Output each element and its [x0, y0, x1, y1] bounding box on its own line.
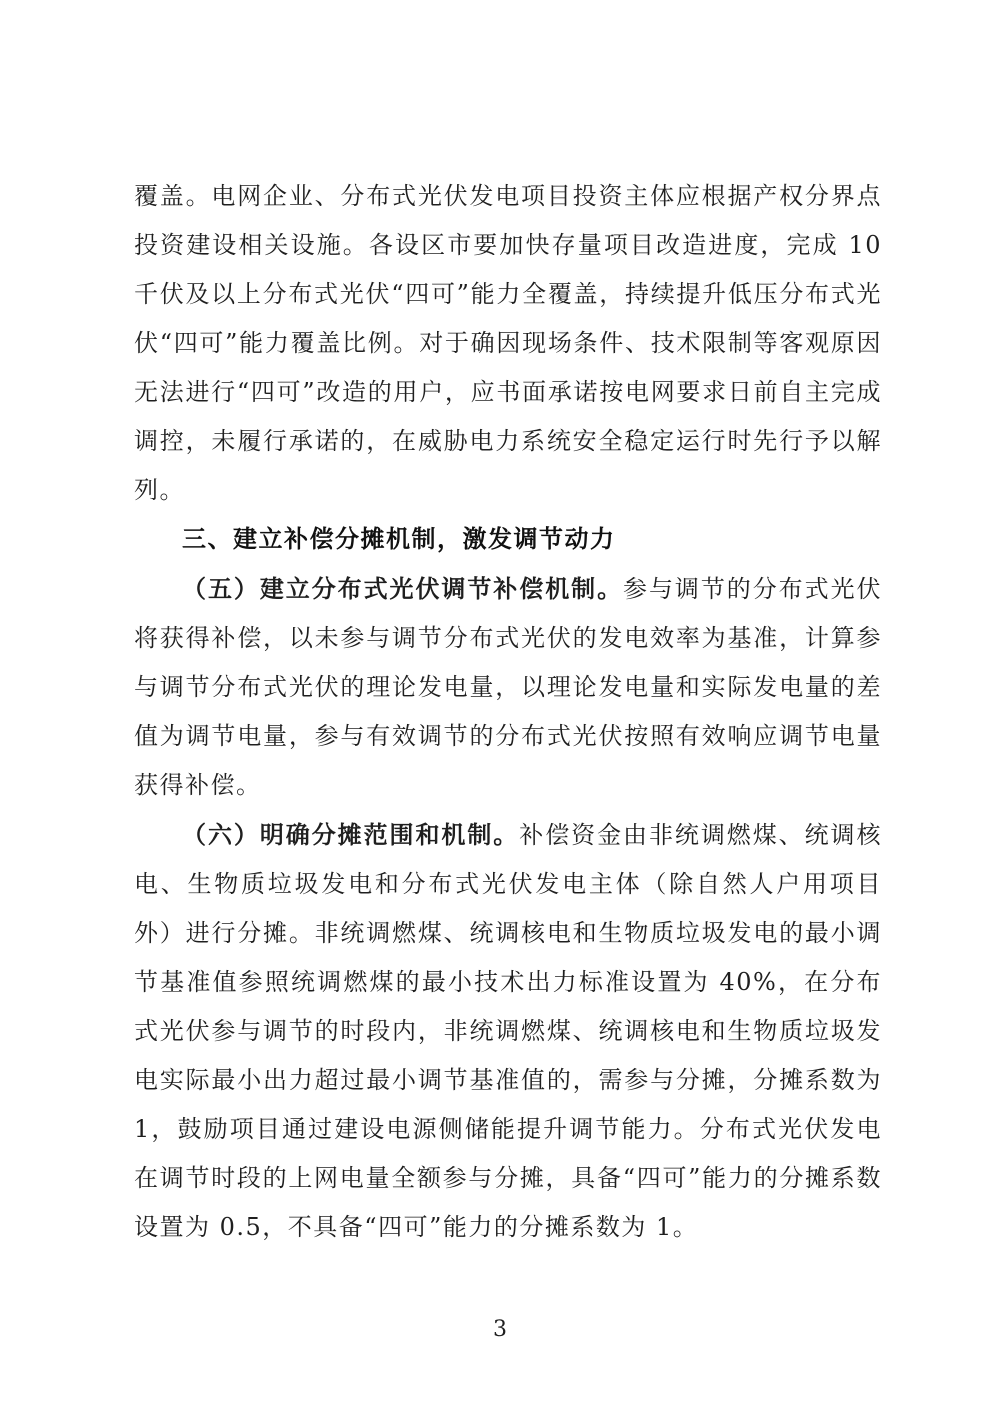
paragraph-6-lead: （六）明确分摊范围和机制。 — [182, 820, 520, 849]
document-body — [134, 172, 882, 1252]
paragraph-6-body: 补偿资金由非统调燃煤、统调核电、生物质垃圾发电和分布式光伏发电主体（除自然人户用项目外）进行分摊。非统调燃煤、统调核电和生物质垃圾发电的最小调节基准值参照统调燃煤的最小技术出力标准设置为 40%，在分布式光伏参与调节的时段内，非统调燃煤、统调核电和生物质垃圾发电实际最小出力超过最小调节基准值的，需参与分摊，分摊系数为 1，鼓励项目通过建设电源侧储能提升调节能力。分布式光伏发电在调节时段的上网电量全额参与分摊，具备“四可”能力的分摊系数设置为 0.5，不具备“四可”能力的分摊系数为 1。 — [134, 821, 882, 1241]
section-heading: 三、建立补偿分摊机制，激发调节动力 — [182, 526, 616, 553]
paragraph-continuation: 覆盖。电网企业、分布式光伏发电项目投资主体应根据产权分界点投资建设相关设施。各设区市要加快存量项目改造进度，完成 10 千伏及以上分布式光伏“四可”能力全覆盖，持续提升低压分布式光伏“四可”能力覆盖比例。对于确因现场条件、技术限制等客观原因无法进行“四可”改造的用户，应书面承诺按电网要求日前自主完成调控，未履行承诺的，在威胁电力系统安全稳定运行时先行予以解列。 — [134, 182, 882, 504]
paragraph-6 — [134, 810, 882, 1252]
paragraph-5-lead: （五）建立分布式光伏调节补偿机制。 — [182, 574, 624, 603]
page-number: 3 — [493, 1317, 507, 1342]
paragraph-5-body: 参与调节的分布式光伏将获得补偿，以未参与调节分布式光伏的发电效率为基准，计算参与调节分布式光伏的理论发电量，以理论发电量和实际发电量的差值为调节电量，参与有效调节的分布式光伏按照有效响应调节电量获得补偿。 — [134, 575, 883, 799]
paragraph-5 — [134, 564, 882, 810]
